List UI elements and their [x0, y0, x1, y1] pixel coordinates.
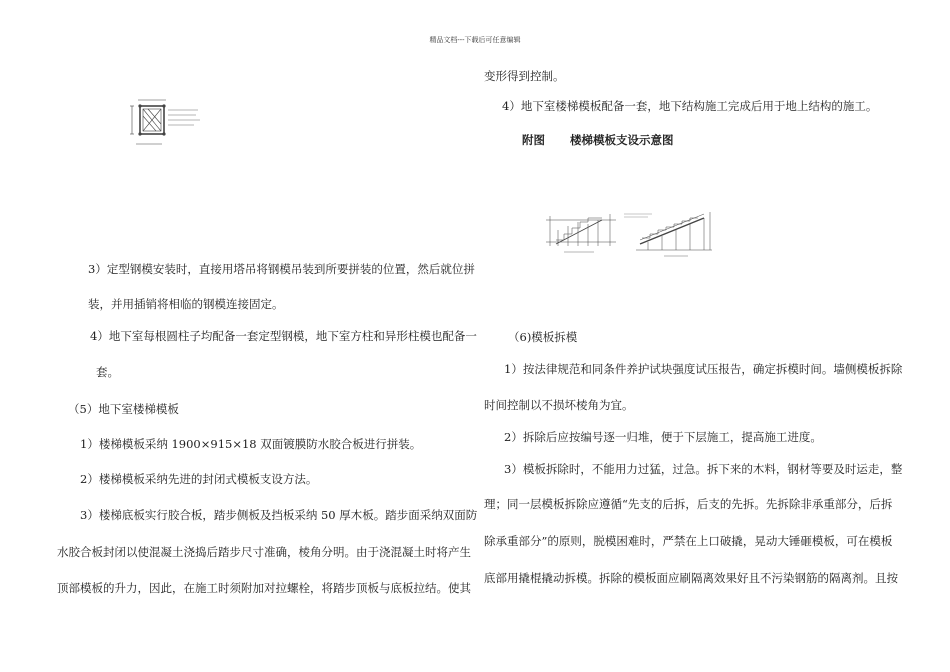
paragraph-line: 4）地下室每根圆柱子均配备一套定型钢模，地下室方柱和异形柱模也配备一 [90, 329, 477, 343]
list-item: 1）楼梯模板采纳 1900×915×18 双面镀膜防水胶合板进行拼装。 [80, 437, 422, 451]
paragraph-line: 水胶合板封闭以使混凝土浇捣后踏步尺寸准确，棱角分明。由于浇混凝土时将产生 [57, 545, 471, 559]
section-heading: （6)模板拆模 [508, 330, 578, 344]
paragraph-line: 底部用撬棍撬动拆模。拆除的模板面应刷隔离效果好且不污染钢筋的隔离剂。且按 [484, 571, 898, 585]
paragraph-line: 变形得到控制。 [484, 69, 565, 83]
paragraph-line: 3）定型钢模安装时，直接用塔吊将钢模吊装到所要拼装的位置，然后就位拼 [88, 262, 475, 276]
paragraph-line: 除承重部分”的原则，脱模困难时，严禁在上口破撬，晃动大锤砸模板，可在模板 [484, 534, 893, 548]
paragraph-line: 理；同一层模板拆除应遵循“先支的后拆，后支的先拆。先拆除非承重部分，后拆 [484, 497, 893, 511]
paragraph-line: 装，并用插销将相临的钢模连接固定。 [88, 297, 284, 311]
staircase-formwork-figure [544, 210, 720, 260]
column-formwork-figure [128, 98, 224, 152]
page-header: 精品文档---下载后可任意编辑 [429, 36, 521, 44]
paragraph-line: 1）按法律规范和同条件养护试块强度试压报告，确定拆模时间。墙侧模板拆除 [504, 362, 903, 376]
figure-caption-label: 附图 [522, 133, 545, 147]
list-item: 2）拆除后应按编号逐一归堆，便于下层施工，提高施工进度。 [504, 430, 822, 444]
paragraph-line: 套。 [96, 365, 119, 379]
paragraph-line: 3）模板拆除时，不能用力过猛，过急。拆下来的木料，钢材等要及时运走，整 [504, 462, 903, 476]
paragraph-line: 3）楼梯底板实行胶合板，踏步侧板及挡板采纳 50 厚木板。踏步面采纳双面防 [80, 508, 478, 522]
figure-caption-title: 楼梯模板支设示意图 [570, 133, 674, 147]
paragraph-line: 时间控制以不损坏棱角为宜。 [484, 398, 634, 412]
section-heading: （5）地下室楼梯模板 [68, 402, 179, 416]
list-item: 2）楼梯模板采纳先进的封闭式模板支设方法。 [80, 472, 318, 486]
paragraph-line: 顶部模板的升力，因此，在施工时须附加对拉螺栓，将踏步顶板与底板拉结。使其 [57, 581, 471, 595]
list-item: 4）地下室楼梯模板配备一套，地下结构施工完成后用于地上结构的施工。 [502, 99, 878, 113]
